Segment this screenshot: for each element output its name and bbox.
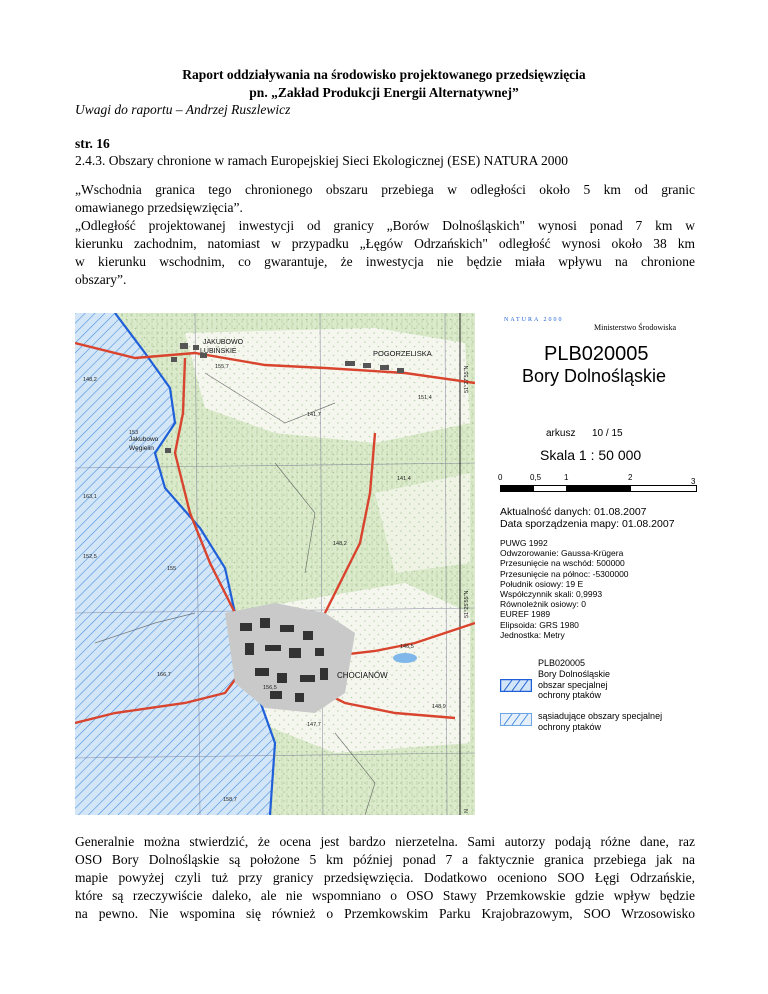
page-reference: str. 16 (75, 136, 110, 151)
map-scale: Skala 1 : 50 000 (540, 447, 642, 463)
projection-line: Południk osiowy: 19 E (500, 578, 584, 589)
projection-line: PUWG 1992 (500, 538, 548, 548)
site-name: Bory Dolnośląskie (522, 366, 667, 386)
projection-line: Jednostka: Metry (500, 629, 565, 640)
svg-text:151,4: 151,4 (418, 395, 432, 401)
svg-text:141,4: 141,4 (397, 476, 411, 482)
key1-swatch (500, 679, 532, 692)
projection-line: Przesunięcie na wschód: 500000 (500, 558, 625, 569)
body-line: OSO Bory Dolnośląskie są położone 5 km później ponad 7 a faktycznie granica przebiega jak na (75, 852, 695, 867)
lat-bottom: N (464, 809, 470, 813)
sheet-label: arkusz (546, 428, 576, 439)
quote-paragraph (75, 181, 695, 289)
natura-logo: NATURA 2000 (504, 317, 564, 323)
svg-text:148,2: 148,2 (333, 541, 347, 547)
place-jakubowo-lubinskie-line1: JAKUBOWO (203, 339, 244, 346)
document-title-line1: Raport oddziaływania na środowisko projektowanego przedsięwzięcia (182, 67, 586, 82)
quote-line: „Odległość projektowanej inwestycji od granicy „Borów Dolnośląskich" wynosi ponad 7 km w (75, 218, 695, 233)
body-line: mapie powyżej czyli tuż przy granicy przedsięwzięcia. Dodatkowo oceniono SOO Łęgi Odrzańskie, (75, 870, 695, 885)
key2-swatch (500, 713, 532, 726)
body-paragraph (75, 833, 695, 923)
key1-text (538, 669, 610, 701)
svg-text:152,5: 152,5 (83, 554, 97, 560)
svg-text:141,7: 141,7 (307, 412, 321, 418)
document-title-line2: pn. „Zakład Produkcji Energii Alternatywnej” (249, 85, 519, 100)
svg-text:155: 155 (167, 566, 177, 572)
key2-line: sąsiadujące obszary specjalnej (538, 711, 663, 721)
svg-text:153: 153 (129, 430, 139, 436)
projection-info (500, 538, 629, 640)
quote-line: obszary”. (75, 272, 127, 287)
scale-tick: 2 (628, 473, 633, 482)
ministry-label: Ministerstwo Środowiska (594, 323, 676, 332)
svg-text:156,5: 156,5 (263, 685, 277, 691)
svg-text:163,1: 163,1 (83, 494, 97, 500)
quote-line: w kierunku wschodnim, co gwarantuje, że inwestycja nie będzie miała wpływu na chronione (75, 254, 695, 269)
quote-line: omawianego przedsięwzięcia”. (75, 200, 243, 215)
place-pogorzeliska: POGORZELISKA (373, 349, 432, 358)
sheet-value: 10 / 15 (592, 428, 623, 439)
data-date: Aktualność danych: 01.08.2007 (500, 506, 647, 518)
projection-line: Równoleżnik osiowy: 0 (500, 599, 586, 610)
natura-map (75, 313, 475, 815)
lat-mid: 51°25'55"N (464, 590, 470, 618)
svg-text:146,5: 146,5 (400, 644, 414, 650)
document-subtitle: Uwagi do raportu – Andrzej Ruszlewicz (75, 102, 291, 117)
scale-tick: 0,5 (530, 473, 542, 482)
key2-line: ochrony ptaków (538, 721, 602, 732)
key2-text (538, 711, 662, 732)
projection-line: Elipsoida: GRS 1980 (500, 619, 579, 630)
map-date: Data sporządzenia mapy: 01.08.2007 (500, 518, 675, 530)
body-line: które są rzeczywiście daleko, ale nie wspomniano o OSO Stawy Przemkowskie gdzie wpływ będzie (75, 888, 695, 903)
scale-tick: 1 (564, 473, 569, 482)
svg-text:158,7: 158,7 (223, 797, 237, 803)
place-chocianow: CHOCIANÓW (337, 671, 388, 680)
lat-top: 51°27'55"N (464, 365, 470, 393)
section-heading: 2.4.3. Obszary chronione w ramach Europejskiej Sieci Ekologicznej (ESE) NATURA 2000 (75, 153, 569, 168)
key1-line: Bory Dolnośląskie (538, 669, 611, 679)
key-title: PLB020005 (538, 658, 586, 668)
key1-line: ochrony ptaków (538, 690, 602, 700)
body-line: na pewno. Nie wspomina się również o Przemkowskim Parku Krajobrazowym, SOO Wrzosowisko (75, 906, 695, 921)
scale-tick: 0 (498, 473, 503, 482)
map-legend (488, 313, 698, 815)
svg-text:148,2: 148,2 (83, 377, 97, 383)
projection-line: Odwzorowanie: Gaussa-Krügera (500, 548, 624, 559)
body-line: Generalnie można stwierdzić, że ocena jest bardzo nierzetelna. Sami autorzy podają różne dane, raz (75, 834, 695, 849)
svg-text:148,9: 148,9 (432, 704, 446, 710)
projection-line: EUREF 1989 (500, 609, 551, 620)
projection-line: Przesunięcie na północ: -5300000 (500, 568, 629, 579)
place-jakubowo-wegielin-line1: Jakubowo (129, 436, 159, 443)
svg-text:147,7: 147,7 (307, 722, 321, 728)
scale-bar (500, 485, 697, 492)
quote-line: kierunku zachodnim, natomiast w przypadku „Łęgów Odrzańskich" odległość wynosi około 38 km (75, 236, 695, 251)
key1-line: obszar specjalnej (538, 679, 608, 690)
scale-tick: 3 (691, 477, 696, 486)
svg-text:155,7: 155,7 (215, 364, 229, 370)
place-jakubowo-wegielin-line2: Węgielin (129, 445, 154, 452)
site-code: PLB020005 (544, 343, 649, 365)
quote-line: „Wschodnia granica tego chronionego obszaru przebiega w odległości około 5 km od granic (75, 182, 695, 197)
projection-line: Współczynnik skali: 0,9993 (500, 589, 603, 600)
svg-text:166,7: 166,7 (157, 672, 171, 678)
place-jakubowo-lubinskie-line2: LUBIŃSKIE (200, 348, 237, 355)
